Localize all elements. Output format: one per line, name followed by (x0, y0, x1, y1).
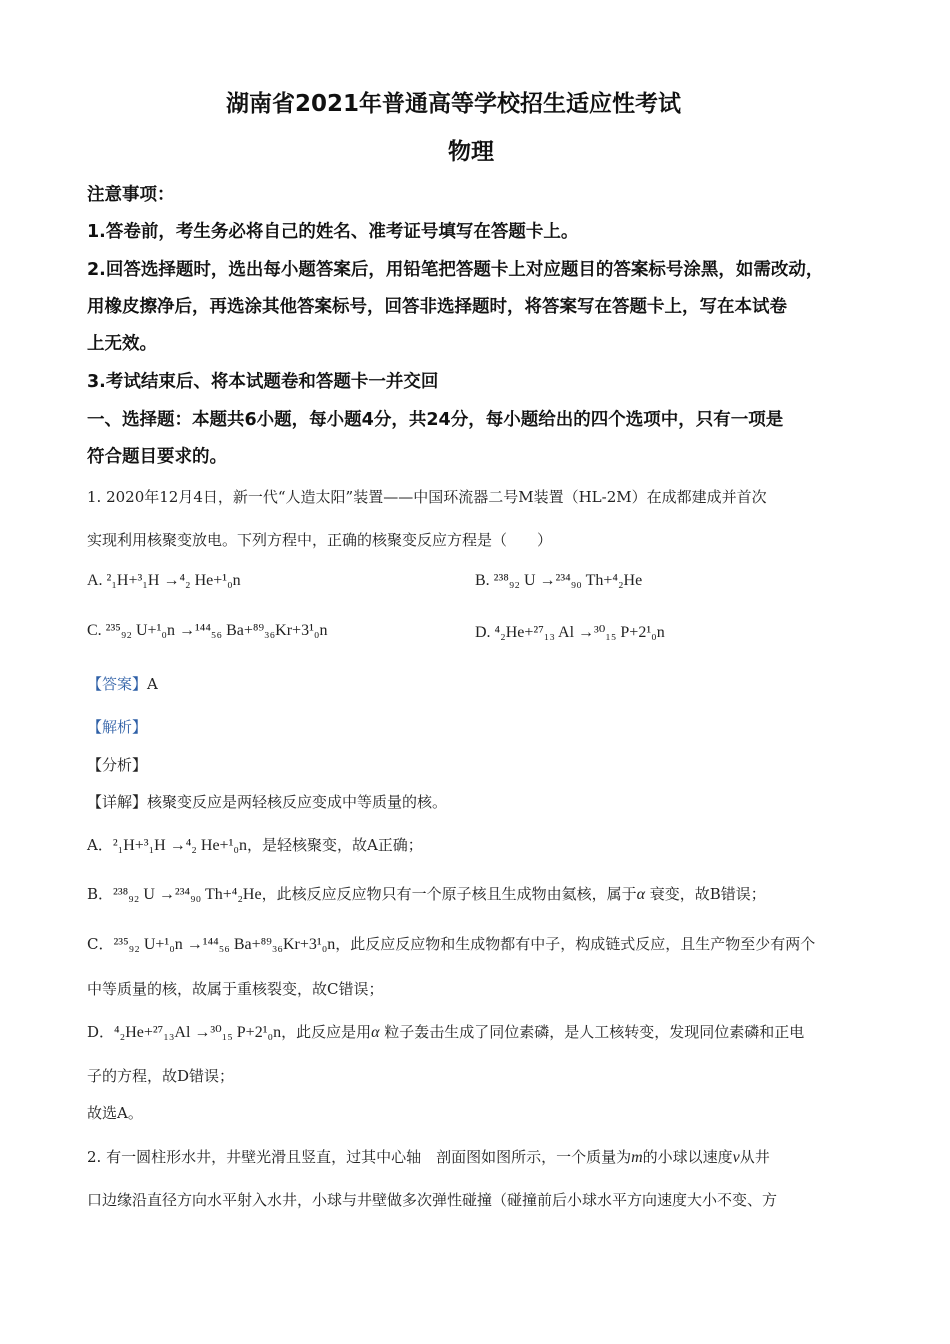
explain-d-equation: ⁴₂He+²⁷₁₃Al →³⁰₁₅ P+2¹₀n (114, 1024, 282, 1041)
velocity-symbol: v (732, 1149, 740, 1166)
explain-b-text-after: 衰变，故B错误； (644, 885, 766, 903)
mass-symbol: m (631, 1149, 643, 1166)
question-1-option-b: B. ²³⁸₉₂ U →²³⁴₉₀ Th+⁴₂He (475, 572, 643, 589)
question-1-option-d: D. ⁴₂He+²⁷₁₃ Al →³⁰₁₅ P+2¹₀n (475, 624, 665, 641)
answer-tag: 【答案】 (87, 675, 148, 693)
answer-row (87, 673, 158, 694)
notice-item-1: 1.答卷前，考生务必将自己的姓名、准考证号填写在答题卡上。 (87, 222, 579, 242)
fenxi-tag: 【分析】 (87, 756, 148, 774)
question-1-option-c: C. ²³⁵₉₂ U+¹₀n →¹⁴⁴₅₆ Ba+⁸⁹₃₆Kr+3¹₀n (87, 622, 328, 639)
notice-item-3: 3.考试结束后、将本试题卷和答题卡一并交回 (87, 372, 439, 392)
explain-c (87, 933, 815, 954)
explain-a-text: ，是轻核聚变，故A正确； (246, 836, 423, 854)
explain-c-text: ，此反应反应物和生成物都有中子，构成链式反应，且生产物至少有两个 (335, 935, 816, 953)
notice-item-2-line-1: 2.回答选择题时，选出每小题答案后，用铅笔把答题卡上对应题目的答案标号涂黑，如需改动， (87, 260, 824, 280)
explain-d-prefix: D． (87, 1023, 115, 1041)
question-1-option-a: A. ²₁H+³₁H →⁴₂ He+¹₀n (87, 572, 241, 589)
explain-c-prefix: C． (87, 935, 114, 953)
detail-text: 【详解】核聚变反应是两轻核反应变成中等质量的核。 (87, 793, 448, 811)
section-heading-line-2: 符合题目要求的。 (87, 447, 227, 467)
q2-text-b: 的小球以速度 (642, 1148, 733, 1166)
explain-d-line-2: 子的方程，故D错误； (87, 1067, 235, 1085)
question-1-stem-line-1: 1. 2020年12月4日，新一代“人造太阳”装置——中国环流器二号M装置（HL-2M）在成都建成并首次 (87, 488, 767, 506)
explain-c-line-2: 中等质量的核，故属于重核裂变，故C错误； (87, 980, 384, 998)
section-heading-line-1: 一、选择题：本题共6小题，每小题4分，共24分，每小题给出的四个选项中，只有一项是 (87, 410, 784, 430)
notice-item-2-line-2: 用橡皮擦净后，再选涂其他答案标号，回答非选择题时，将答案写在答题卡上，写在本试卷 (87, 297, 787, 317)
explain-c-equation: ²³⁵₉₂ U+¹₀n →¹⁴⁴₅₆ Ba+⁸⁹₃₆Kr+3¹₀n (113, 936, 336, 953)
conclusion-text: 故选A。 (87, 1104, 143, 1122)
question-1-stem-line-2: 实现利用核聚变放电。下列方程中，正确的核聚变反应方程是（ ） (87, 531, 553, 549)
alpha-symbol: α (371, 1024, 380, 1041)
explain-b-prefix: B． (87, 885, 114, 903)
subject-title: 物理 (448, 139, 494, 165)
alpha-symbol: α (636, 886, 645, 903)
explain-a (87, 834, 423, 855)
explain-b-equation: ²³⁸₉₂ U →²³⁴₉₀ Th+⁴₂He (113, 886, 262, 903)
q2-text-c: 从井 (739, 1148, 770, 1166)
question-2-stem-line-2: 口边缘沿直径方向水平射入水井，小球与井壁做多次弹性碰撞（碰撞前后小球水平方向速度大小不变、方 (87, 1191, 778, 1209)
explain-d-text: ，此反应是用 (281, 1023, 372, 1041)
notice-item-2-line-3: 上无效。 (87, 334, 157, 354)
question-2-stem-line-1 (87, 1146, 770, 1167)
notice-heading: 注意事项： (87, 185, 175, 205)
explain-a-prefix: A． (87, 836, 113, 854)
explain-a-equation: ²₁H+³₁H →⁴₂ He+¹₀n (112, 837, 247, 854)
answer-value: A (147, 675, 158, 693)
explain-d (87, 1021, 804, 1042)
exam-title: 湖南省2021年普通高等学校招生适应性考试 (226, 91, 682, 117)
explain-b (87, 883, 766, 904)
explain-d-text-after: 粒子轰击生成了同位素磷，是人工核转变，发现同位素磷和正电 (379, 1023, 805, 1041)
q2-text-a: 2. 有一圆柱形水井，井壁光滑且竖直，过其中心轴 剖面图如图所示，一个质量为 (87, 1148, 632, 1166)
analysis-tag: 【解析】 (87, 718, 148, 736)
explain-b-text: ，此核反应反应物只有一个原子核且生成物由氦核，属于 (261, 885, 637, 903)
